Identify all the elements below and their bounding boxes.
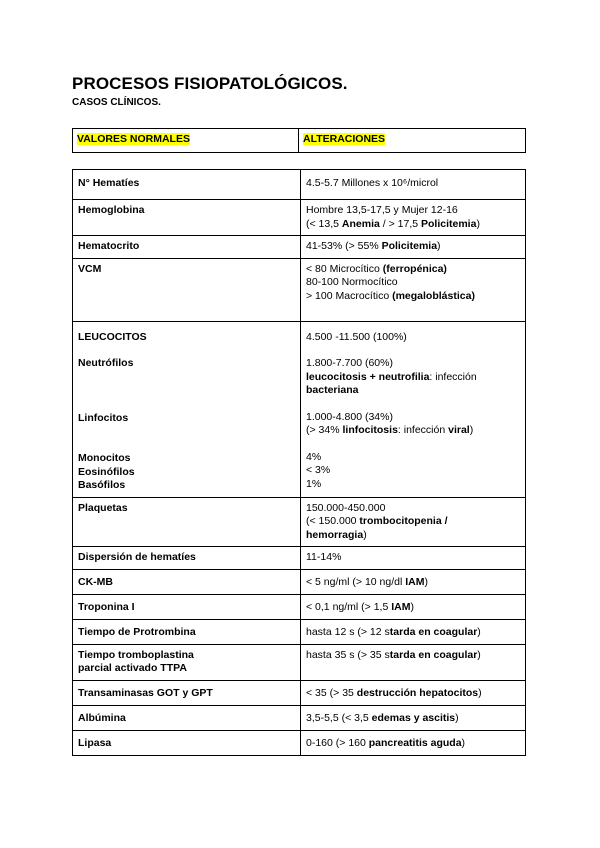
table-row: [73, 321, 526, 497]
value-text: ): [477, 625, 481, 638]
row-label: CK-MB: [73, 569, 301, 594]
value-text: : infección: [397, 424, 449, 436]
table-row: [73, 644, 526, 680]
value-text: (> 34%: [306, 424, 343, 436]
table-row: [73, 170, 526, 200]
value-line: [306, 218, 520, 232]
row-value: 4.5-5.7 Millones x 10⁶/microl: [301, 170, 526, 200]
value-emphasis: trombocitopenia /: [359, 515, 448, 527]
value-emphasis: IAM: [405, 575, 425, 588]
value-text: (< 13,5: [306, 217, 342, 230]
value-text: ): [437, 240, 441, 252]
value-text: < 80 Microcítico: [306, 262, 383, 275]
value-emphasis: Policitemia: [381, 240, 438, 252]
value-text: > 100 Macrocítico: [306, 289, 393, 302]
row-value: 11-14%: [301, 547, 526, 570]
row-label: [73, 644, 301, 680]
value-text: (< 150.000: [306, 515, 360, 527]
value-emphasis: leucocitosis + neutrofilia: [306, 370, 430, 383]
row-value: [301, 705, 526, 730]
value-emphasis: tarda en coagular: [389, 625, 478, 638]
row-value: [301, 594, 526, 619]
table-row: [73, 547, 526, 570]
values-table: [72, 169, 526, 756]
value-text: ): [410, 600, 414, 613]
value-text: ): [477, 648, 481, 661]
header-col-alterations: [299, 129, 526, 153]
table-row: [73, 619, 526, 644]
neutrofilos-label: Neutrófilos: [78, 357, 134, 369]
value-text: ): [469, 424, 474, 436]
value-text: 0-160 (> 160: [306, 736, 369, 749]
value-text: hasta 35 s (> 35 s: [306, 648, 390, 661]
value-text: / > 17,5: [379, 217, 421, 230]
linfocitos-label: Linfocitos: [78, 411, 129, 424]
value-text: 41-53% (> 55%: [306, 240, 382, 252]
value-line: 4.500 -11.500 (100%): [306, 330, 407, 343]
value-text: hasta 12 s (> 12 s: [306, 625, 390, 638]
value-line: [306, 515, 520, 529]
row-value: [301, 730, 526, 755]
value-line: < 3%: [306, 464, 331, 476]
row-label: Troponina I: [73, 594, 301, 619]
value-text: ): [424, 575, 428, 588]
row-label: Dispersión de hematíes: [73, 547, 301, 570]
value-text: 3,5-5,5 (< 3,5: [306, 711, 372, 724]
row-label: VCM: [73, 258, 301, 321]
value-text: ): [461, 736, 466, 749]
table-row: [73, 569, 526, 594]
value-line: bacteriana: [306, 384, 359, 396]
value-line: [306, 529, 520, 543]
page-title: PROCESOS FISIOPATOLÓGICOS.: [72, 74, 348, 93]
value-line: 80-100 Normocítico: [306, 276, 398, 288]
eosinofilos-label: Eosinófilos: [78, 465, 135, 478]
value-line: 150.000-450.000: [306, 501, 386, 514]
header-col-normal-values: [73, 129, 299, 153]
value-emphasis: linfocitosis: [342, 424, 398, 436]
row-value: [301, 236, 526, 259]
table-row: [73, 200, 526, 236]
header-alterations-label: ALTERACIONES: [303, 133, 386, 145]
label-line: parcial activado TTPA: [78, 662, 187, 674]
row-label: Transaminasas GOT y GPT: [73, 680, 301, 705]
row-label: Lipasa: [73, 730, 301, 755]
table-row: [73, 680, 526, 705]
value-emphasis: viral: [448, 424, 470, 436]
page-subtitle: CASOS CLÍNICOS.: [72, 97, 161, 108]
value-emphasis: destrucción hepatocitos: [356, 686, 479, 699]
header-table: [72, 128, 526, 153]
leucocitos-label: LEUCOCITOS: [78, 330, 147, 343]
value-line: [306, 371, 520, 385]
row-value: [301, 569, 526, 594]
row-value: [301, 497, 526, 547]
value-text: : infección: [429, 370, 477, 383]
value-text: < 0,1 ng/ml (> 1,5: [306, 600, 392, 613]
row-label: Hemoglobina: [73, 200, 301, 236]
table-row: [73, 705, 526, 730]
value-line: Hombre 13,5-17,5 y Mujer 12-16: [306, 204, 458, 216]
value-text: ): [455, 711, 459, 724]
value-emphasis: (megaloblástica): [392, 289, 475, 302]
row-label: Albúmina: [73, 705, 301, 730]
row-value: [301, 258, 526, 321]
table-row: [73, 497, 526, 547]
row-value: [301, 680, 526, 705]
table-row: [73, 594, 526, 619]
label-line: Tiempo tromboplastina: [78, 648, 194, 661]
value-emphasis: pancreatitis aguda: [368, 736, 462, 749]
value-text: < 5 ng/ml (> 10 ng/dl: [306, 575, 406, 588]
row-label: [73, 321, 301, 497]
value-line: 1%: [306, 477, 322, 490]
value-emphasis: edemas y ascitis: [371, 711, 456, 724]
value-emphasis: IAM: [391, 600, 411, 613]
value-line: 1.000-4.800 (34%): [306, 410, 393, 423]
value-text: ): [363, 528, 367, 541]
table-row: [73, 730, 526, 755]
value-emphasis: Anemia: [341, 217, 380, 230]
value-line: 4%: [306, 450, 322, 463]
value-text: < 35 (> 35: [306, 686, 357, 699]
value-emphasis: hemorragia: [306, 528, 364, 541]
row-label: Hematocrito: [73, 236, 301, 259]
value-line: 1.800-7.700 (60%): [306, 357, 393, 369]
value-line: [306, 263, 520, 277]
value-text: ): [476, 217, 480, 230]
basofilos-label: Basófilos: [78, 479, 126, 491]
value-line: [306, 290, 520, 304]
monocitos-label: Monocitos: [78, 452, 131, 464]
row-label: N° Hematíes: [73, 170, 301, 200]
value-emphasis: tarda en coagular: [389, 648, 478, 661]
header-row: [73, 129, 526, 153]
row-value: [301, 321, 526, 497]
row-value: [301, 644, 526, 680]
value-emphasis: Policitemia: [421, 217, 477, 230]
row-value: [301, 619, 526, 644]
row-label: Tiempo de Protrombina: [73, 619, 301, 644]
row-label: Plaquetas: [73, 497, 301, 547]
row-value: [301, 200, 526, 236]
value-line: [306, 424, 520, 438]
table-row: [73, 236, 526, 259]
table-row: [73, 258, 526, 321]
header-normal-values-label: VALORES NORMALES: [77, 133, 190, 145]
value-text: ): [478, 686, 482, 699]
value-emphasis: (ferropénica): [382, 262, 447, 275]
